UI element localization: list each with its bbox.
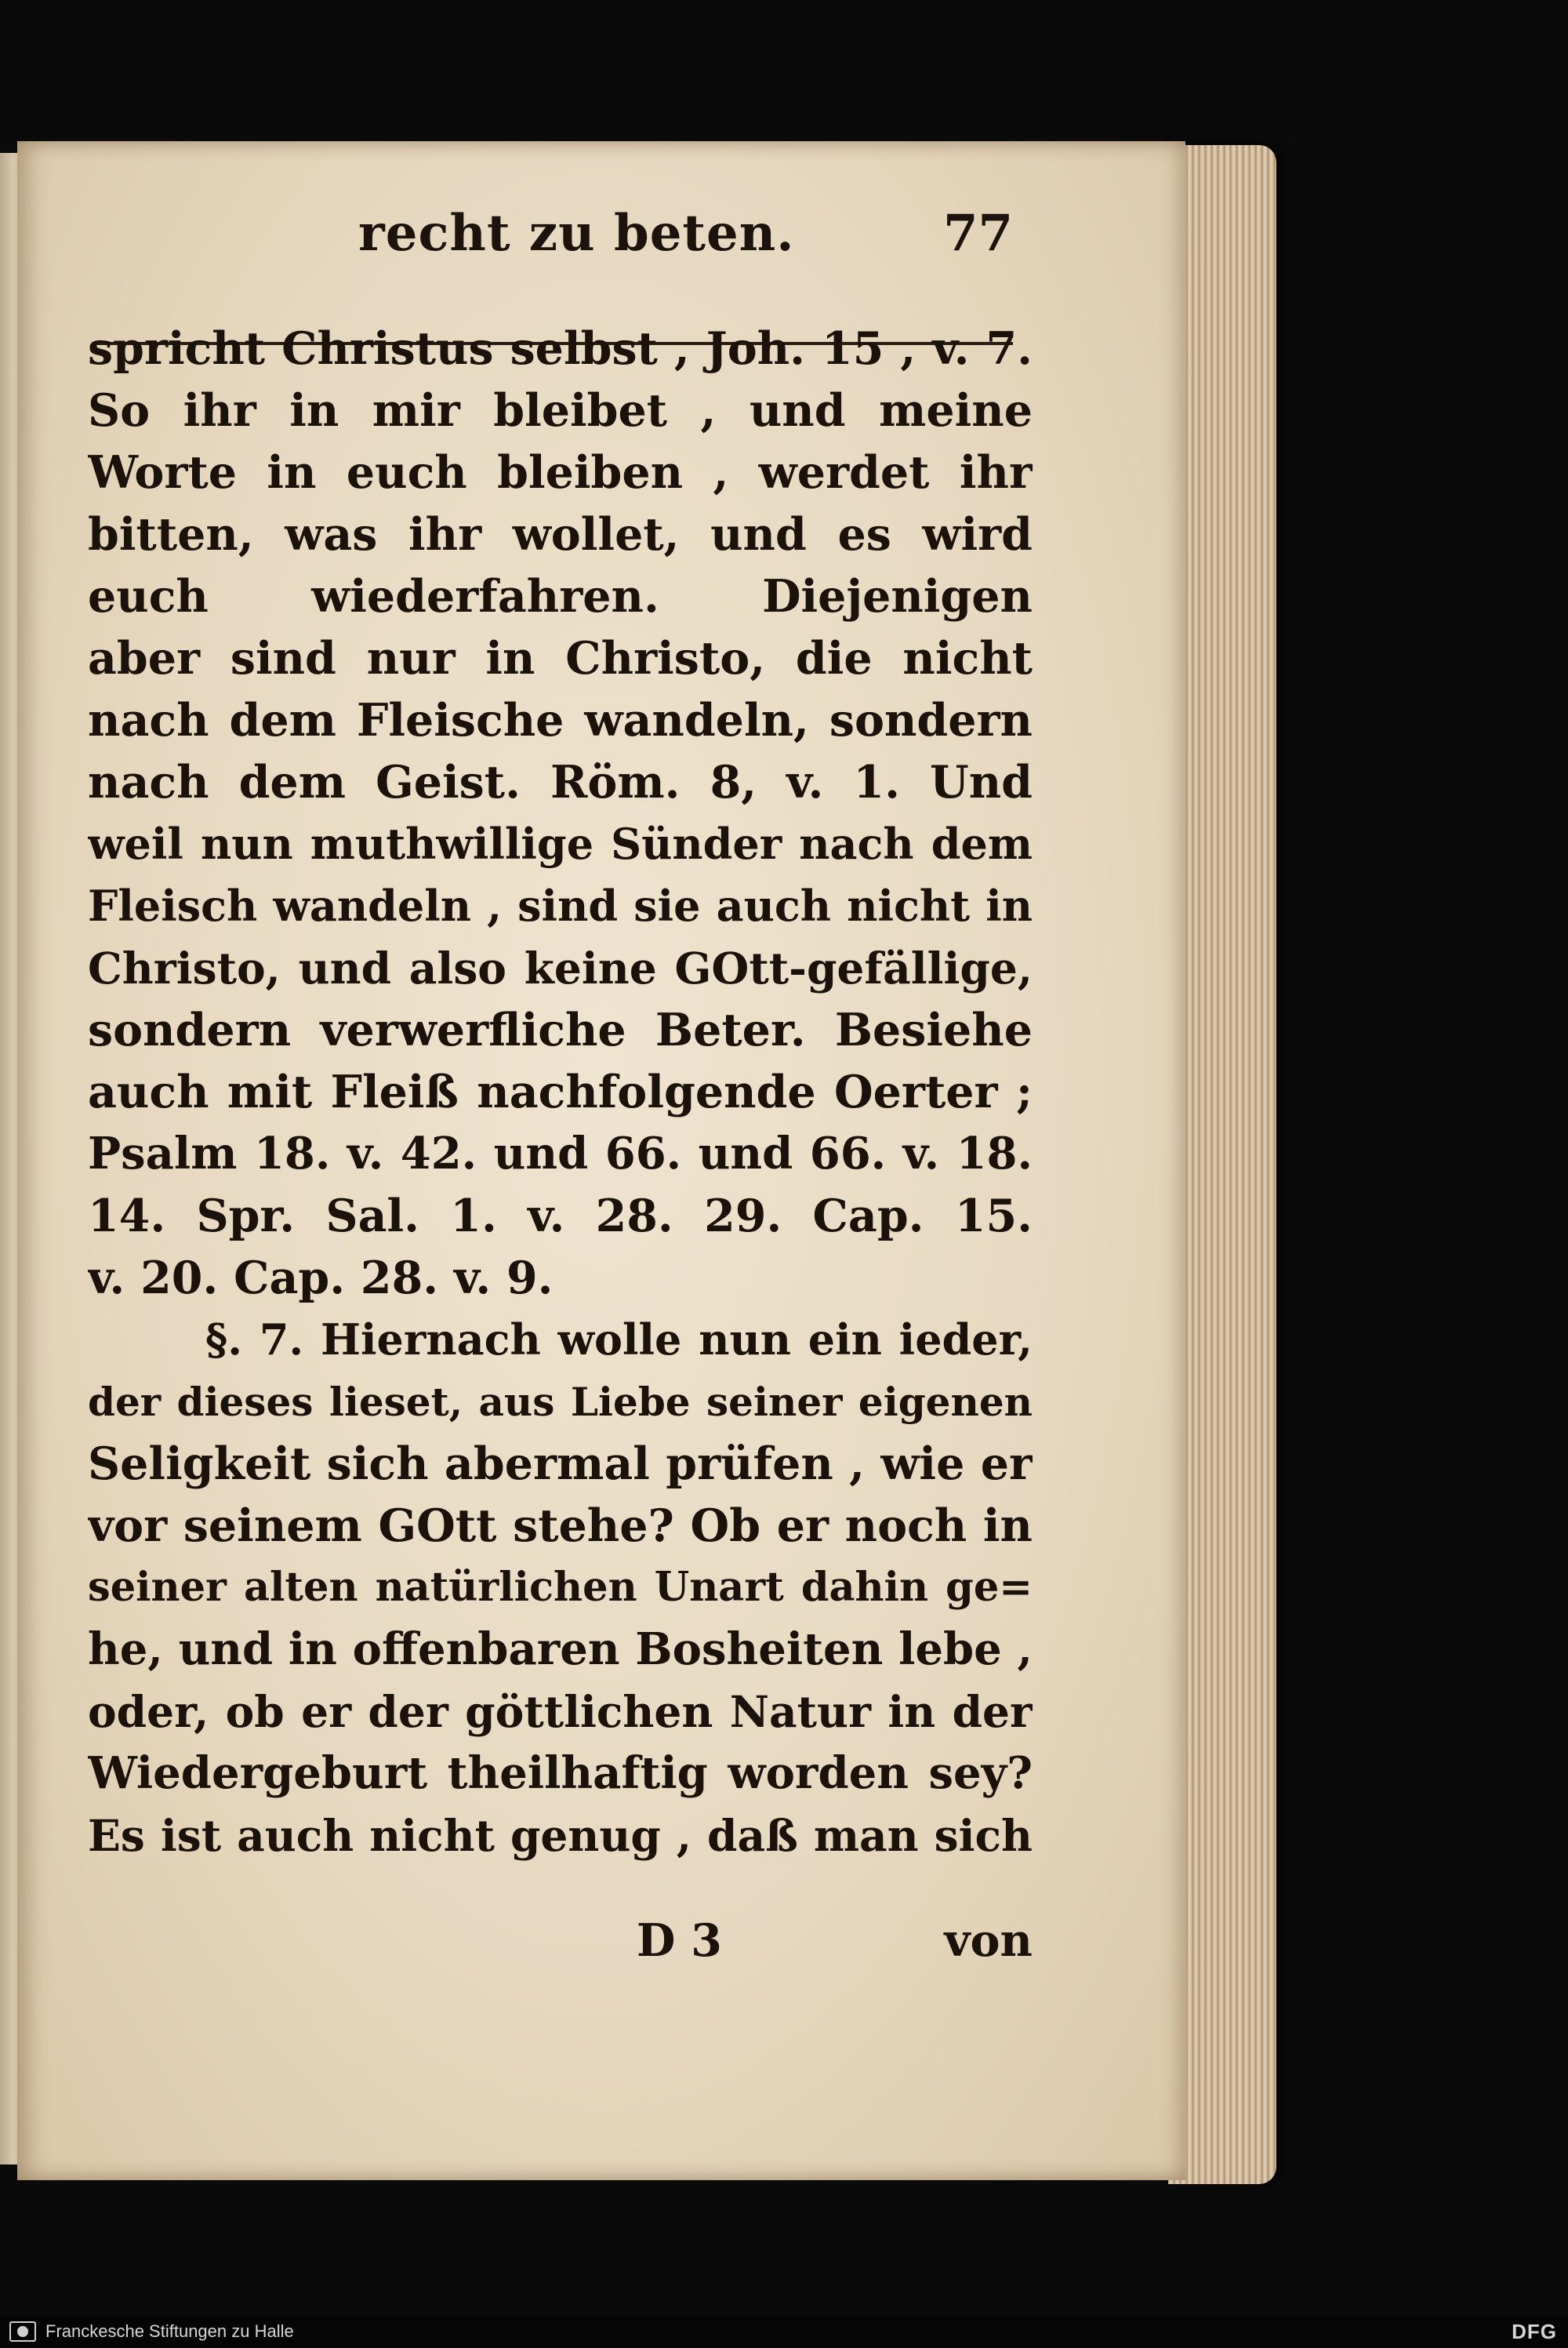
text-line: v. 20. Cap. 28. v. 9. [88, 1252, 554, 1304]
institution-name: Franckesche Stiftungen zu Halle [45, 2321, 294, 2341]
text-line: Psalm 18. v. 42. und 66. und 66. v. 18. [88, 1128, 1033, 1179]
text-line: seiner alten natürlichen Unart dahin ge= [88, 1564, 1033, 1611]
dfg-logo: DFG [1512, 2320, 1557, 2343]
institution-logo-icon [9, 2321, 36, 2342]
text-line: Wiedergeburt theilhaftig worden sey? [88, 1747, 1033, 1799]
text-line: Es ist auch nicht genug , daß man sich [88, 1810, 1033, 1861]
signature-mark: D 3 [637, 1914, 722, 1967]
page-number: 77 [942, 204, 1013, 263]
text-line: Christo, und also keine GOtt-gefällige, [88, 943, 1033, 994]
text-line: Fleisch wandeln , sind sie auch nicht in [88, 881, 1033, 931]
text-line: bitten, was ihr wollet, und es wird [88, 508, 1033, 561]
text-line: vor seinem GOtt stehe? Ob er noch in [88, 1499, 1033, 1552]
text-line: 14. Spr. Sal. 1. v. 28. 29. Cap. 15. [88, 1190, 1033, 1242]
text-line: spricht Christus selbst , Joh. 15 , v. 7. [88, 322, 1033, 375]
text-line: euch wiederfahren. Diejenigen [88, 570, 1033, 623]
page-footer [88, 1910, 1033, 1972]
catchword: von [944, 1914, 1033, 1967]
text-line: weil nun muthwillige Sünder nach dem [88, 819, 1033, 869]
page-header [96, 204, 1013, 290]
text-line: So ihr in mir bleibet , und meine [88, 384, 1033, 437]
text-line: sondern verwerfliche Beter. Besiehe [88, 1004, 1033, 1056]
text-line: Seligkeit sich abermal prüfen , wie er [88, 1438, 1033, 1490]
text-line: nach dem Fleische wandeln, sondern [88, 694, 1033, 747]
book-page [17, 141, 1185, 2180]
paragraph-start-line: §. 7. Hiernach wolle nun ein ieder, [205, 1314, 1033, 1365]
text-line: auch mit Fleiß nachfolgende Oerter ; [88, 1066, 1033, 1118]
text-line: der dieses lieset, aus Liebe seiner eigenen [88, 1379, 1033, 1425]
text-line: he, und in offenbaren Bosheiten lebe , [88, 1623, 1033, 1675]
footer-bar [0, 2315, 1568, 2348]
text-line: oder, ob er der göttlichen Natur in der [88, 1686, 1033, 1737]
body-text [88, 318, 1033, 1866]
running-head: recht zu beten. [358, 204, 795, 263]
text-line: Worte in euch bleiben , werdet ihr [88, 446, 1033, 499]
text-line: nach dem Geist. Röm. 8, v. 1. Und [88, 756, 1033, 809]
text-line: aber sind nur in Christo, die nicht [88, 632, 1033, 685]
